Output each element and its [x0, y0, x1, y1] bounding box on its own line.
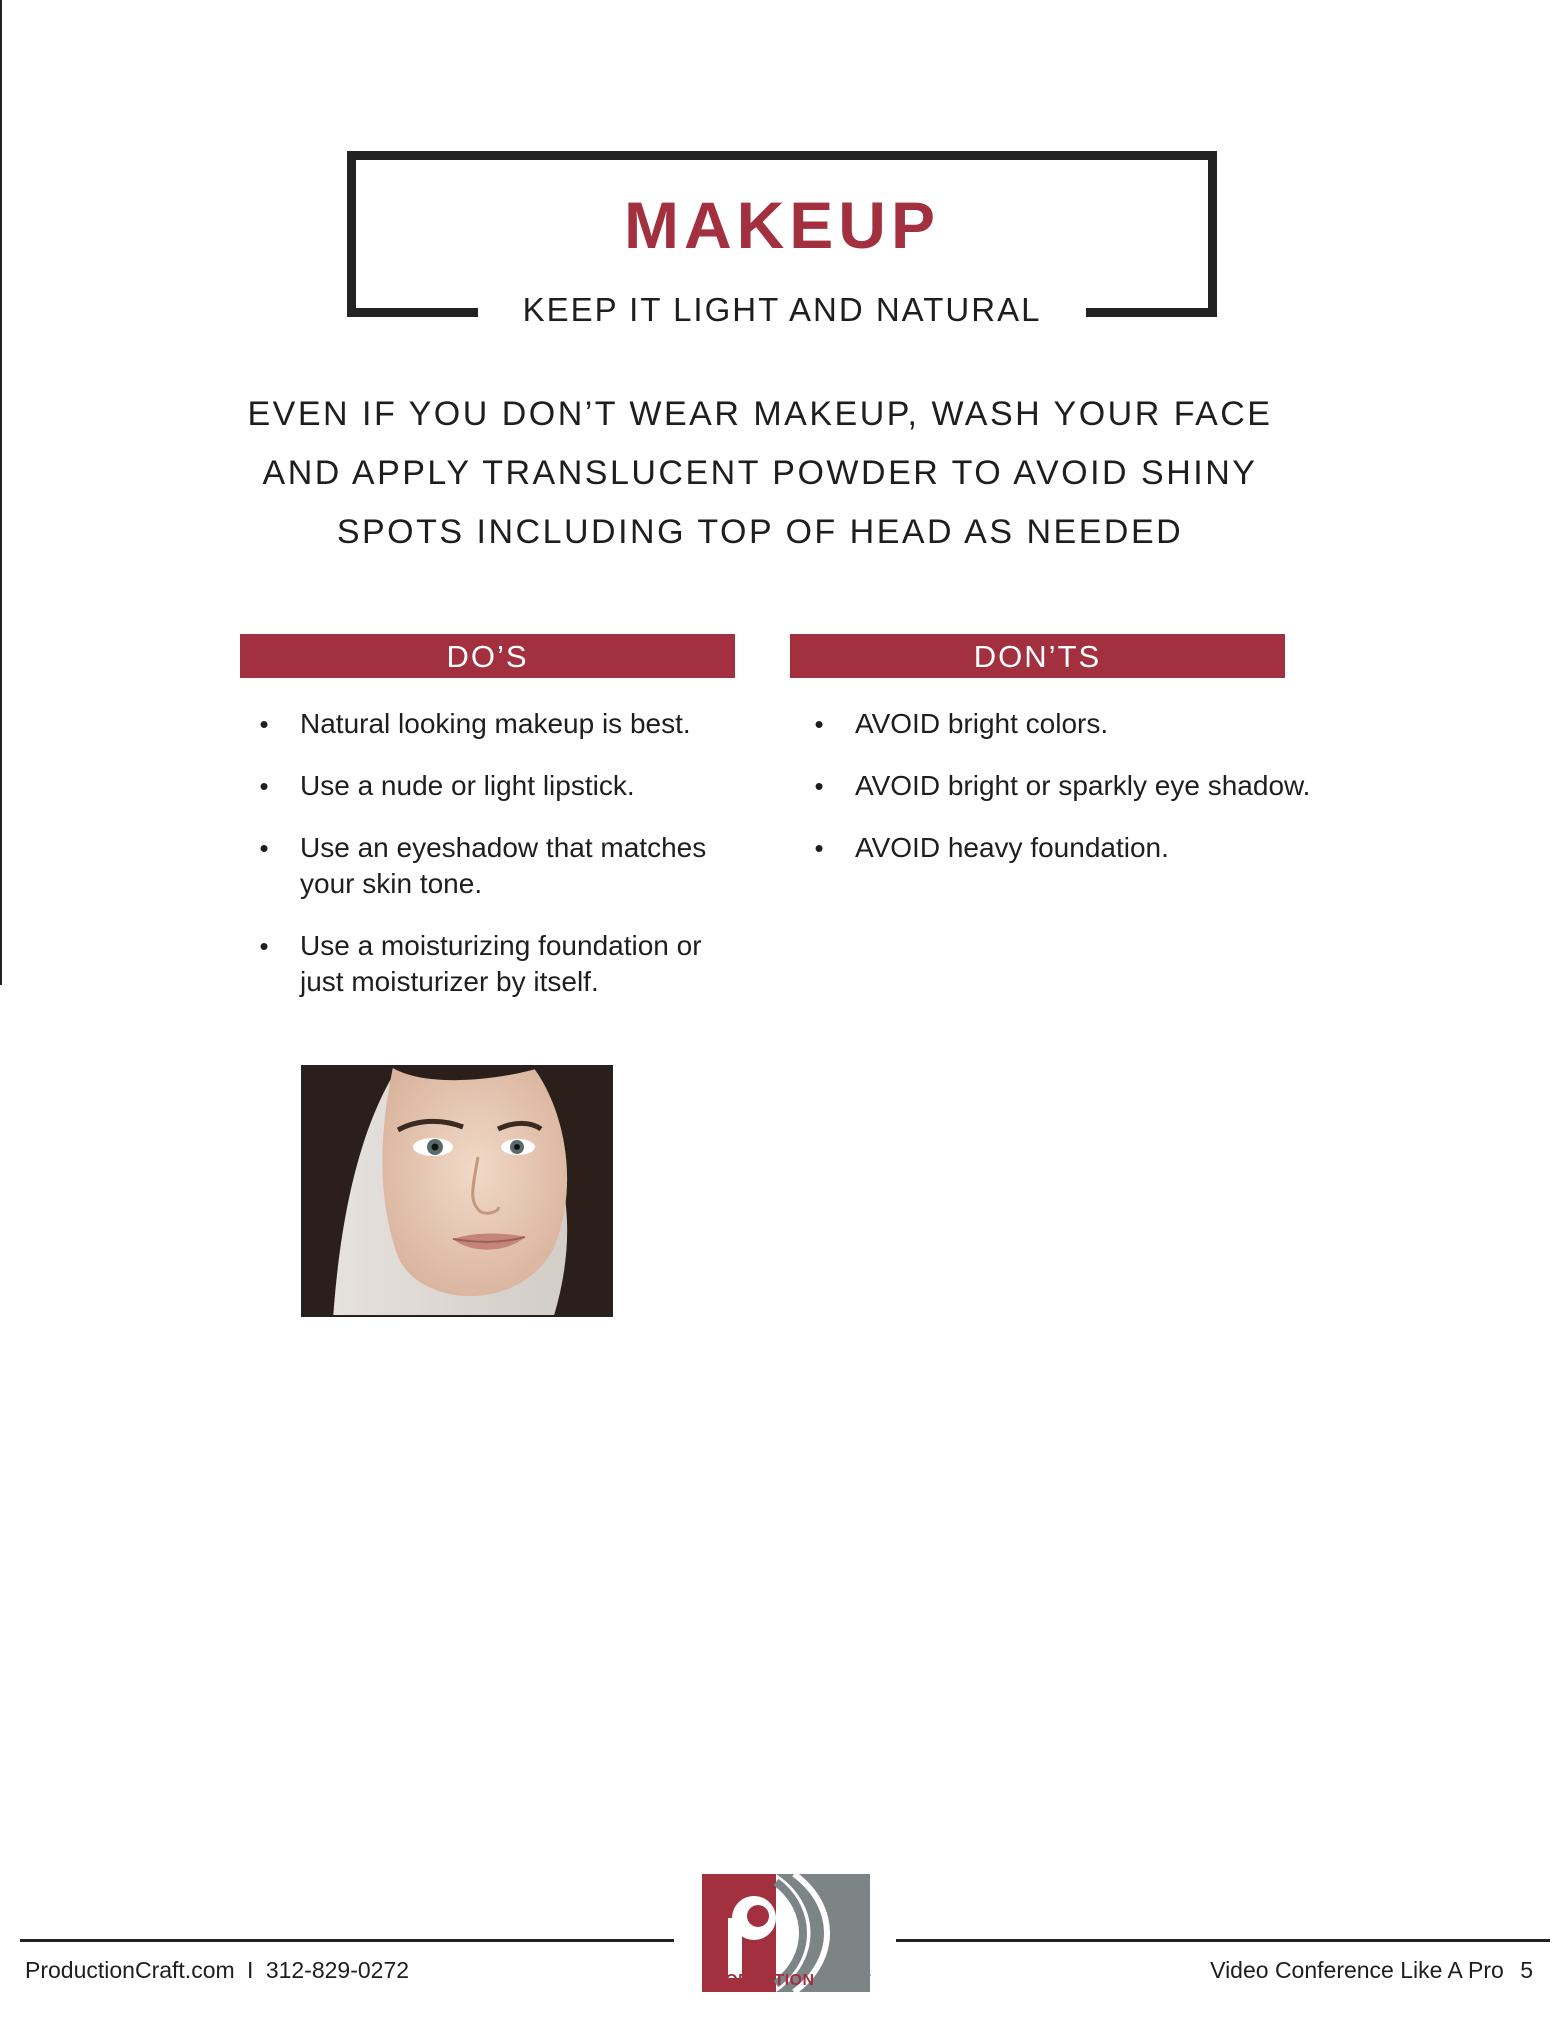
dos-heading: DO’S: [240, 634, 735, 678]
intro-paragraph: [240, 385, 1280, 562]
bullet-icon: •: [814, 709, 824, 739]
bullet-icon: •: [259, 931, 269, 961]
list-item-text: Use a nude or light lipstick.: [300, 770, 635, 801]
footer-doc-info: [1210, 1957, 1533, 1984]
logo-wordmark: PRODUCTIONCRAFT: [702, 1972, 872, 1989]
intro-line: SPOTS INCLUDING TOP OF HEAD AS NEEDED: [336, 513, 1184, 551]
dos-list: [254, 706, 724, 1026]
list-item: [254, 706, 724, 742]
donts-heading: DON’TS: [790, 634, 1285, 678]
list-item-text: Use a moisturizing foundation or just moisturizer by itself.: [300, 930, 702, 997]
page-edge-rule: [0, 0, 2, 985]
donts-list: [809, 706, 1369, 892]
list-item: [254, 830, 724, 902]
list-item: [809, 706, 1369, 742]
phone-number: 312-829-0272: [265, 1957, 410, 1983]
intro-line: AND APPLY TRANSLUCENT POWDER TO AVOID SHINY: [262, 454, 1258, 492]
footer-rule-left: [20, 1939, 674, 1942]
bullet-icon: •: [259, 709, 269, 739]
footer-contact: [25, 1957, 409, 1984]
bullet-icon: •: [814, 771, 824, 801]
portrait-photo: [301, 1065, 613, 1317]
intro-line: EVEN IF YOU DON’T WEAR MAKEUP, WASH YOUR FACE: [247, 395, 1273, 433]
page-number: 5: [1520, 1957, 1533, 1983]
list-item-text: Use an eyeshadow that matches your skin tone.: [300, 832, 707, 899]
document-title: Video Conference Like A Pro: [1210, 1957, 1504, 1983]
list-item-text: AVOID bright or sparkly eye shadow.: [855, 770, 1311, 801]
bullet-icon: •: [814, 833, 824, 863]
bullet-icon: •: [259, 771, 269, 801]
list-item-text: AVOID heavy foundation.: [855, 832, 1169, 863]
page-subtitle: KEEP IT LIGHT AND NATURAL: [522, 291, 1042, 328]
list-item-text: AVOID bright colors.: [855, 708, 1109, 739]
website-link[interactable]: ProductionCraft.com: [25, 1957, 235, 1983]
list-item: [254, 768, 724, 804]
list-item: [254, 928, 724, 1000]
bullet-icon: •: [259, 833, 269, 863]
page-title: MAKEUP: [623, 188, 940, 262]
footer-separator: I: [247, 1957, 254, 1983]
list-item: [809, 830, 1369, 866]
list-item: [809, 768, 1369, 804]
footer-rule-right: [896, 1939, 1550, 1942]
list-item-text: Natural looking makeup is best.: [300, 708, 691, 739]
